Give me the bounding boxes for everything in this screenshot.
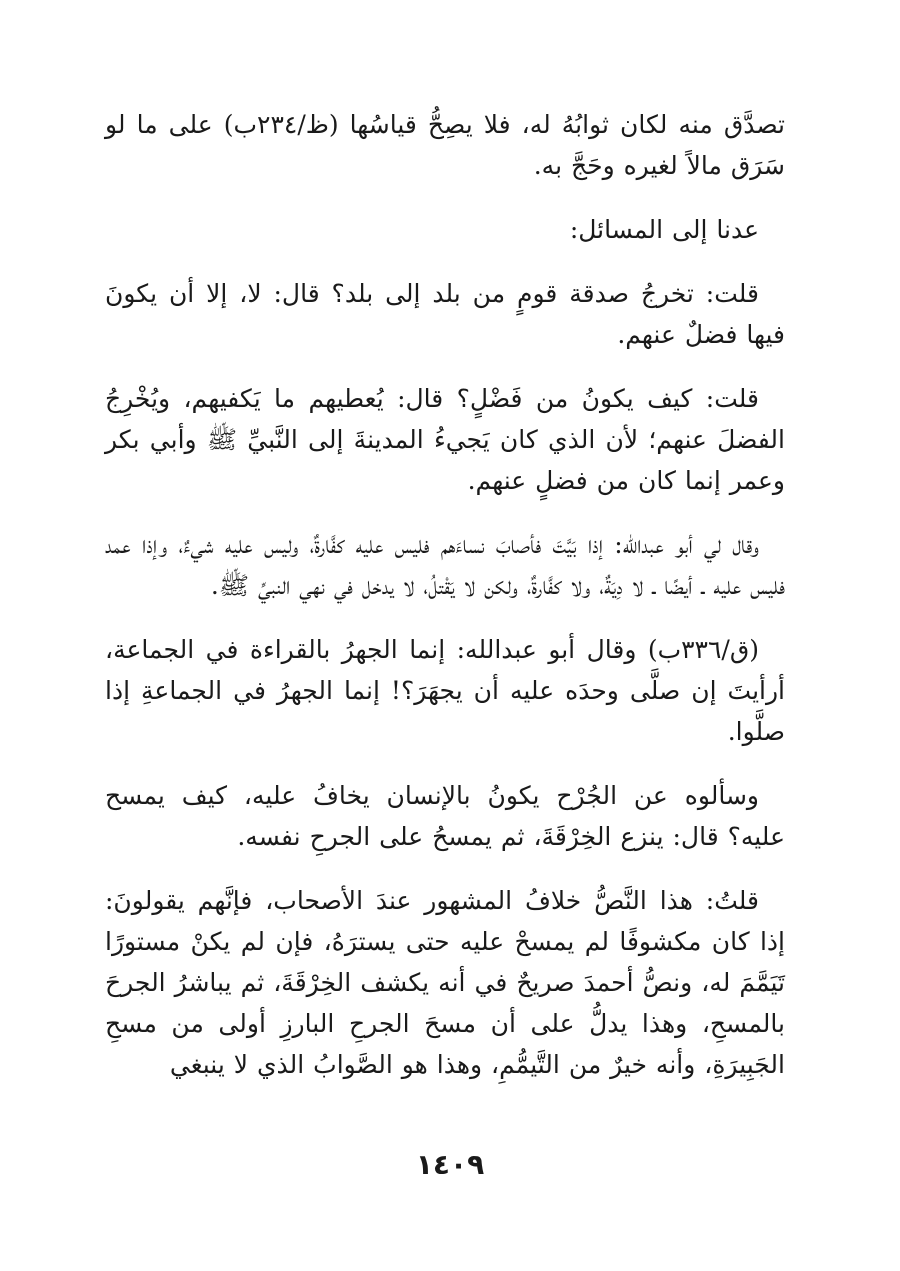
paragraph-commentary: قلتُ: هذا النَّصُّ خلافُ المشهور عندَ الأصحاب، فإنَّهم يقولونَ: إذا كان مكشوفًا لم يمسحْ عليه حتى يسترَهُ، فإن لم يكنْ مستورًا تَيَمَّمَ له، ونصُّ أحمدَ صريحٌ في أنه يكشف الخِرْقَةَ، ثم يباشرُ الجرحَ بالمسحِ، وهذا يدلُّ على أن مسحَ الجرحِ البارزِ أولى من مسحِ الجَبِيرَةِ، وأنه خيرٌ من التَّيمُّمِ، وهذا هو الصَّوابُ الذي لا ينبغي: [105, 886, 785, 1079]
paragraph-surplus-question: قلت: كيف يكونُ من فَضْلٍ؟ قال: يُعطيهم ما يَكفيهم، ويُخْرِجُ الفضلَ عنهم؛ لأن الذي كان يَجيءُ المدينةَ إلى النَّبيِّ ﷺ وأبي بكر وعمر إنما كان من فضلٍ عنهم.: [105, 384, 785, 495]
paragraph-continuation: تصدَّق منه لكان ثوابُهُ له، فلا يصِحُّ قياسُها (ظ/٢٣٤ب) على ما لو سَرَق مالاً لغيره وحَجَّ به.: [105, 110, 785, 180]
page-number: ١٤٠٩: [415, 1148, 485, 1181]
paragraph-heading-return: عدنا إلى المسائل:: [569, 215, 759, 244]
paragraph-loud-recitation: (ق/٣٣٦ب) وقال أبو عبدالله: إنما الجهرُ بالقراءة في الجماعة، أرأيتَ إن صلَّى وحدَه عليه أن يجهَرَ؟! إنما الجهرُ في الجماعةِ إذا صلَّوا.: [105, 635, 785, 746]
paragraph-charity-question: قلت: تخرجُ صدقة قومٍ من بلد إلى بلد؟ قال: لا، إلا أن يكونَ فيها فضلٌ عنهم.: [105, 279, 785, 349]
paragraph-wound-question: وسألوه عن الجُرْح يكونُ بالإنسان يخافُ عليه، كيف يمسح عليه؟ قال: ينزع الخِرْقَةَ، ثم يمسحُ على الجرحِ نفسه.: [105, 781, 785, 851]
paragraph-night-raid: وقال لي أبو عبدالله: إذا بَيَّتَ فأصابَ نساءَهم فليس عليه كفَّارةٌ، وليس عليه شيءٌ، وإذا عمد فليس عليه ـ أيضًا ـ لا دِيَةٌ، ولا كفَّارةٌ، ولكن لا يَقْتلُ، لا يدخل في نهي النبيِّ ﷺ.: [105, 530, 785, 600]
page-body: [105, 104, 785, 1108]
